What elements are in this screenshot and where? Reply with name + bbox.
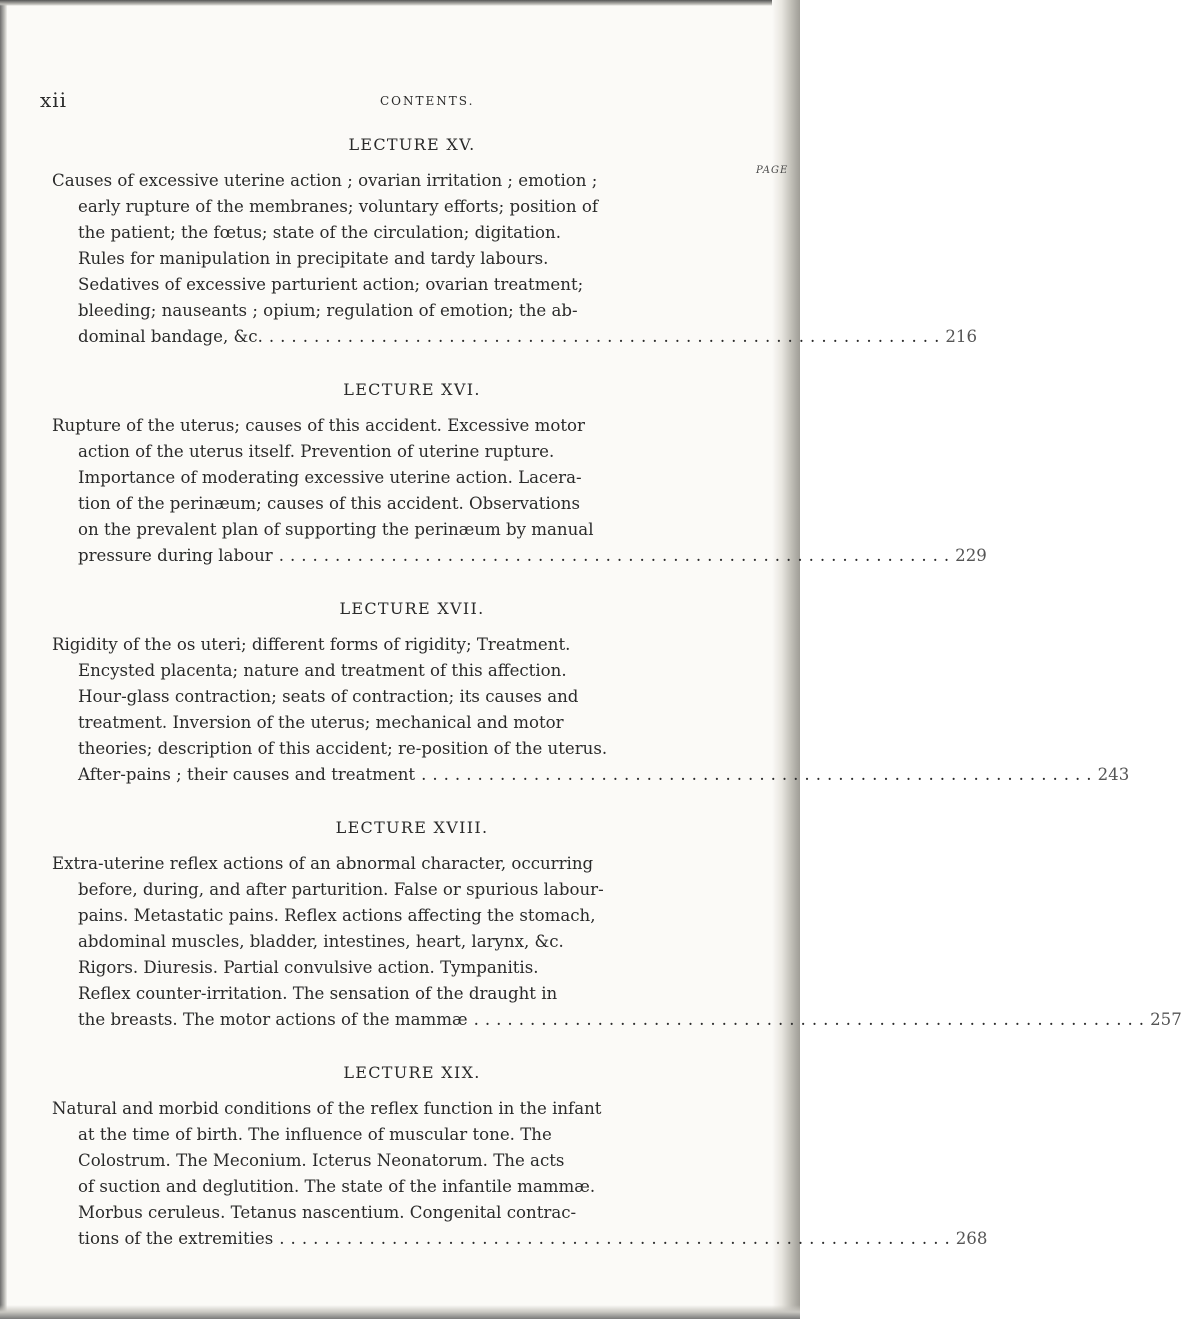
page-reference: 257: [1150, 1010, 1182, 1029]
lecture-entry: [52, 818, 1182, 1033]
summary-line: Colostrum. The Meconium. Icterus Neonatorum. The acts: [78, 1151, 565, 1170]
page-reference: 243: [1097, 765, 1130, 784]
page-reference: 268: [955, 1229, 988, 1248]
lecture-entry: [52, 1063, 988, 1252]
summary-line: of suction and deglutition. The state of the infantile mammæ.: [78, 1177, 596, 1196]
summary-line: Natural and morbid conditions of the reflex function in the infant: [52, 1099, 602, 1118]
summary-last-line: [52, 543, 987, 569]
summary-line: Extra-uterine reflex actions of an abnormal character, occurring: [52, 854, 594, 873]
lecture-entry: [52, 380, 987, 569]
dot-leader: ............................................................: [278, 546, 956, 565]
summary-line: the breasts. The motor actions of the mammæ: [78, 1010, 468, 1029]
page-reference: 229: [955, 546, 987, 565]
page-column-label: PAGE: [756, 165, 789, 176]
summary-line: at the time of birth. The influence of muscular tone. The: [78, 1125, 552, 1144]
page-edge-shadow-top: [0, 0, 800, 6]
summary-line: tion of the perinæum; causes of this accident. Observations: [78, 494, 580, 513]
summary-last-line: [52, 1007, 1182, 1033]
summary-line: Importance of moderating excessive uterine action. Lacera-: [78, 468, 582, 487]
summary-line: After-pains ; their causes and treatment: [78, 765, 416, 784]
lecture-title: LECTURE XVII.: [339, 599, 485, 618]
summary-line: dominal bandage, &c.: [78, 327, 263, 346]
summary-line: tions of the extremities: [78, 1229, 274, 1248]
summary-line: Rupture of the uterus; causes of this accident. Excessive motor: [52, 416, 585, 435]
summary-line: pains. Metastatic pains. Reflex actions affecting the stomach,: [78, 906, 596, 925]
lecture-entry: [52, 135, 978, 350]
summary-line: Encysted placenta; nature and treatment of this affection.: [78, 661, 567, 680]
lecture-entry: [52, 599, 1130, 788]
summary-line: Rules for manipulation in precipitate and tardy labours.: [78, 249, 549, 268]
lecture-title: LECTURE XVIII.: [335, 818, 489, 837]
dot-leader: ............................................................: [421, 765, 1098, 784]
summary-line: Hour-glass contraction; seats of contraction; its causes and: [78, 687, 579, 706]
summary-line: Causes of excessive uterine action ; ovarian irritation ; emotion ;: [52, 171, 598, 190]
summary-line: Rigors. Diuresis. Partial convulsive action. Tympanitis.: [78, 958, 539, 977]
lecture-summary: [52, 632, 1130, 788]
dot-leader: ............................................................: [473, 1010, 1151, 1029]
page-header: [40, 88, 760, 112]
summary-line: abdominal muscles, bladder, intestines, heart, larynx, &c.: [78, 932, 564, 951]
summary-line: the patient; the fœtus; state of the circulation; digitation.: [78, 223, 561, 242]
lecture-title: LECTURE XVI.: [343, 380, 481, 399]
page-edge-shadow-left: [0, 0, 7, 1319]
summary-line: Morbus ceruleus. Tetanus nascentium. Congenital contrac-: [78, 1203, 577, 1222]
summary-line: treatment. Inversion of the uterus; mechanical and motor: [78, 713, 564, 732]
lecture-summary: [52, 1096, 988, 1252]
page-number: xii: [40, 88, 68, 112]
summary-line: Sedatives of excessive parturient action; ovarian treatment;: [78, 275, 584, 294]
summary-last-line: [52, 1226, 988, 1252]
summary-line: pressure during labour: [78, 546, 273, 565]
summary-line: Reflex counter-irritation. The sensation of the draught in: [78, 984, 558, 1003]
summary-line: action of the uterus itself. Prevention of uterine rupture.: [78, 442, 555, 461]
lecture-summary: [52, 851, 1182, 1033]
page-edge-shadow-bottom: [0, 1305, 800, 1319]
summary-last-line: [52, 762, 1130, 788]
summary-line: early rupture of the membranes; voluntary efforts; position of: [78, 197, 598, 216]
dot-leader: ............................................................: [268, 327, 946, 346]
summary-line: on the prevalent plan of supporting the perinæum by manual: [78, 520, 594, 539]
contents-list: [52, 135, 1182, 1282]
summary-line: before, during, and after parturition. False or spurious labour-: [78, 880, 604, 899]
lecture-title: LECTURE XV.: [348, 135, 476, 154]
page-reference: 216: [945, 327, 978, 346]
running-head: CONTENTS.: [380, 94, 475, 108]
summary-line: theories; description of this accident; re-position of the uterus.: [78, 739, 608, 758]
summary-line: bleeding; nauseants ; opium; regulation of emotion; the ab-: [78, 301, 578, 320]
summary-line: Rigidity of the os uteri; different forms of rigidity; Treatment.: [52, 635, 571, 654]
summary-last-line: [52, 324, 978, 350]
lecture-title: LECTURE XIX.: [343, 1063, 481, 1082]
lecture-summary: [52, 413, 987, 569]
dot-leader: ............................................................: [279, 1229, 956, 1248]
